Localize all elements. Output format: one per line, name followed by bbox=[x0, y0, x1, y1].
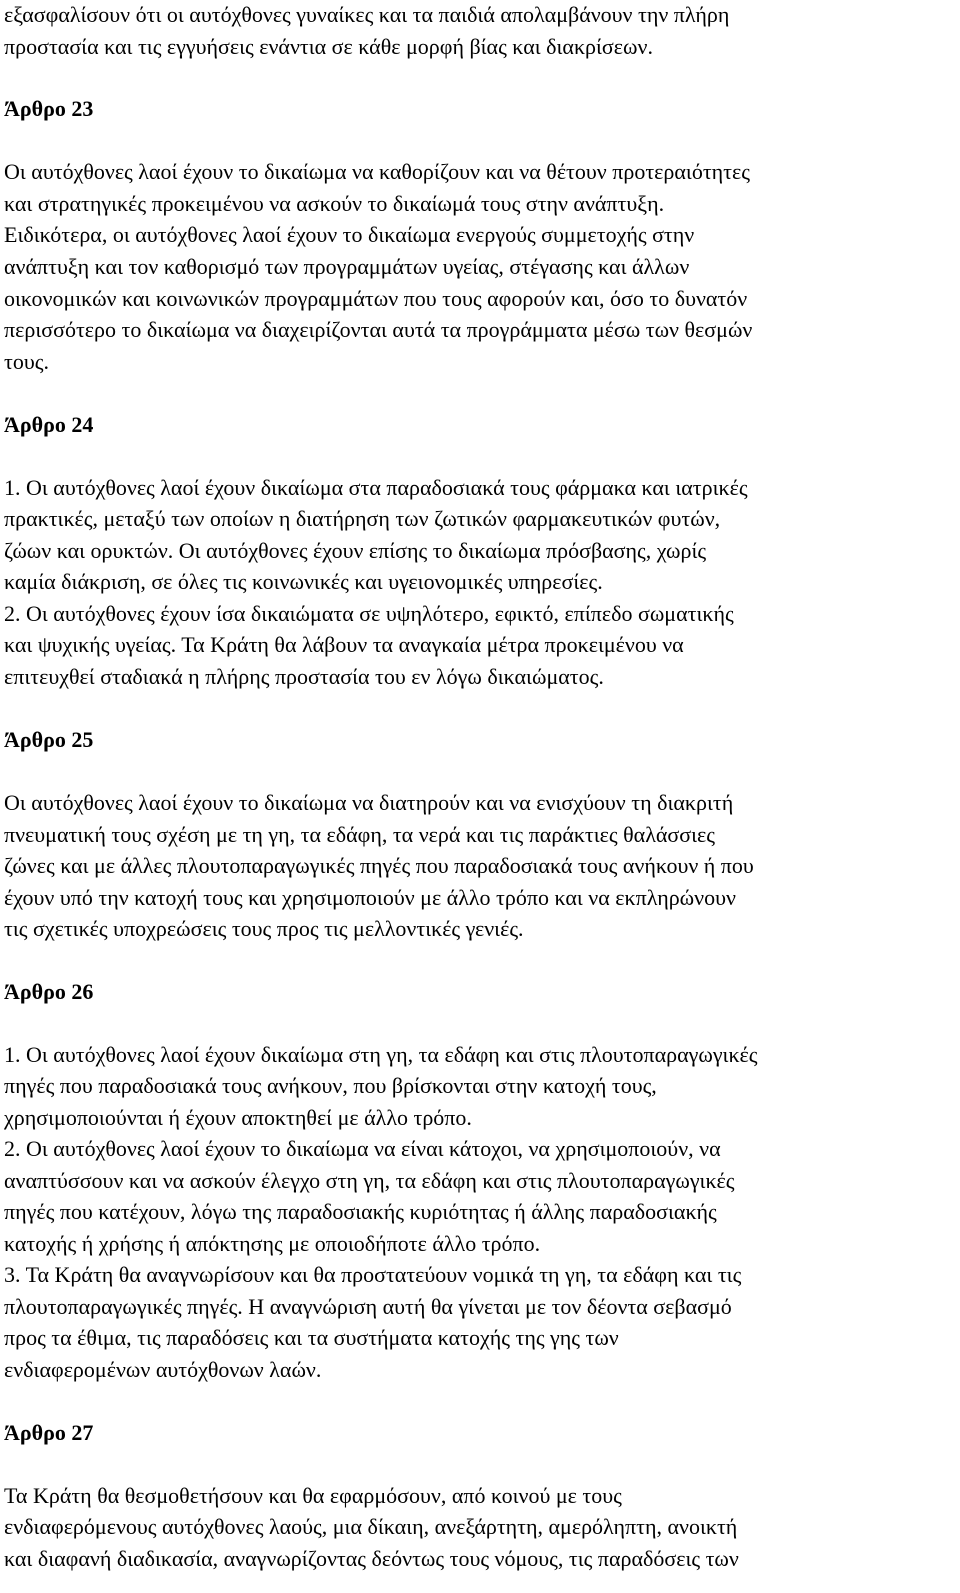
article-27-heading: Άρθρο 27 bbox=[4, 1420, 94, 1445]
paragraph-line: 2. Οι αυτόχθονες λαοί έχουν το δικαίωμα να είναι κάτοχοι, να χρησιμοποιούν, να bbox=[4, 1136, 721, 1161]
paragraph-line: τους. bbox=[4, 349, 49, 374]
paragraph-line: 1. Οι αυτόχθονες λαοί έχουν δικαίωμα στη γη, τα εδάφη και στις πλουτοπαραγωγικές bbox=[4, 1042, 758, 1067]
paragraph-line: κατοχής ή χρήσης ή απόκτησης με οποιοδήποτε άλλο τρόπο. bbox=[4, 1231, 541, 1256]
paragraph-line: ανάπτυξη και τον καθορισμό των προγραμμάτων υγείας, στέγασης και άλλων bbox=[4, 254, 690, 279]
paragraph-line: Ειδικότερα, οι αυτόχθονες λαοί έχουν το δικαίωμα ενεργούς συμμετοχής στην bbox=[4, 222, 695, 247]
paragraph-line: αναπτύσσουν και να ασκούν έλεγχο στη γη, τα εδάφη και στις πλουτοπαραγωγικές bbox=[4, 1168, 735, 1193]
article-25-heading: Άρθρο 25 bbox=[4, 727, 94, 752]
article-23-heading: Άρθρο 23 bbox=[4, 96, 94, 121]
paragraph-line: ενδιαφερομένων αυτόχθονων λαών. bbox=[4, 1357, 322, 1382]
paragraph-line: Τα Κράτη θα θεσμοθετήσουν και θα εφαρμόσουν, από κοινού με τους bbox=[4, 1483, 622, 1508]
paragraph-line: και στρατηγικές προκειμένου να ασκούν το δικαίωμά τους στην ανάπτυξη. bbox=[4, 191, 665, 216]
paragraph-line: 1. Οι αυτόχθονες λαοί έχουν δικαίωμα στα παραδοσιακά τους φάρμακα και ιατρικές bbox=[4, 475, 748, 500]
paragraph-line: πρακτικές, μεταξύ των οποίων η διατήρηση των ζωτικών φαρμακευτικών φυτών, bbox=[4, 506, 721, 531]
paragraph-line: προς τα έθιμα, τις παραδόσεις και τα συστήματα κατοχής της γης των bbox=[4, 1325, 619, 1350]
paragraph-line: πηγές που κατέχουν, λόγω της παραδοσιακής κυριότητας ή άλλης παραδοσιακής bbox=[4, 1199, 717, 1224]
paragraph-line: εξασφαλίσουν ότι οι αυτόχθονες γυναίκες και τα παιδιά απολαμβάνουν την πλήρη bbox=[4, 2, 730, 27]
paragraph-line: χρησιμοποιούνται ή έχουν αποκτηθεί με άλλο τρόπο. bbox=[4, 1105, 472, 1130]
paragraph-line: τις σχετικές υποχρεώσεις τους προς τις μελλοντικές γενιές. bbox=[4, 916, 524, 941]
article-26-heading: Άρθρο 26 bbox=[4, 979, 94, 1004]
paragraph-line: και ψυχικής υγείας. Τα Κράτη θα λάβουν τα αναγκαία μέτρα προκειμένου να bbox=[4, 632, 684, 657]
paragraph-line: Οι αυτόχθονες λαοί έχουν το δικαίωμα να καθορίζουν και να θέτουν προτεραιότητες bbox=[4, 159, 750, 184]
paragraph-line: πηγές που παραδοσιακά τους ανήκουν, που βρίσκονται στην κατοχή τους, bbox=[4, 1073, 657, 1098]
paragraph-line: πλουτοπαραγωγικές πηγές. Η αναγνώριση αυτή θα γίνεται με τον δέοντα σεβασμό bbox=[4, 1294, 732, 1319]
paragraph-line: προστασία και τις εγγυήσεις ενάντια σε κάθε μορφή βίας και διακρίσεων. bbox=[4, 34, 653, 59]
paragraph-line: 3. Τα Κράτη θα αναγνωρίσουν και θα προστατεύουν νομικά τη γη, τα εδάφη και τις bbox=[4, 1262, 742, 1287]
paragraph-line: οικονομικών και κοινωνικών προγραμμάτων που τους αφορούν και, όσο το δυνατόν bbox=[4, 286, 748, 311]
paragraph-line: ζώνες και με άλλες πλουτοπαραγωγικές πηγές που παραδοσιακά τους ανήκουν ή που bbox=[4, 853, 754, 878]
paragraph-line: Οι αυτόχθονες λαοί έχουν το δικαίωμα να διατηρούν και να ενισχύουν τη διακριτή bbox=[4, 790, 734, 815]
article-24-heading: Άρθρο 24 bbox=[4, 412, 94, 437]
paragraph-line: καμία διάκριση, σε όλες τις κοινωνικές και υγειονομικές υπηρεσίες. bbox=[4, 569, 603, 594]
paragraph-line: ενδιαφερόμενους αυτόχθονες λαούς, μια δίκαιη, ανεξάρτητη, αμερόληπτη, ανοικτή bbox=[4, 1514, 738, 1539]
paragraph-line: πνευματική τους σχέση με τη γη, τα εδάφη, τα νερά και τις παράκτιες θαλάσσιες bbox=[4, 822, 715, 847]
paragraph-line: 2. Οι αυτόχθονες έχουν ίσα δικαιώματα σε υψηλότερο, εφικτό, επίπεδο σωματικής bbox=[4, 601, 734, 626]
paragraph-line: ζώων και ορυκτών. Οι αυτόχθονες έχουν επίσης το δικαίωμα πρόσβασης, χωρίς bbox=[4, 538, 707, 563]
paragraph-line: περισσότερο το δικαίωμα να διαχειρίζονται αυτά τα προγράμματα μέσω των θεσμών bbox=[4, 317, 753, 342]
paragraph-line: επιτευχθεί σταδιακά η πλήρης προστασία του εν λόγω δικαιώματος. bbox=[4, 664, 604, 689]
paragraph-line: έχουν υπό την κατοχή τους και χρησιμοποιούν με άλλο τρόπο και να εκπληρώνουν bbox=[4, 885, 736, 910]
paragraph-line: και διαφανή διαδικασία, αναγνωρίζοντας δεόντως τους νόμους, τις παραδόσεις των bbox=[4, 1546, 739, 1571]
